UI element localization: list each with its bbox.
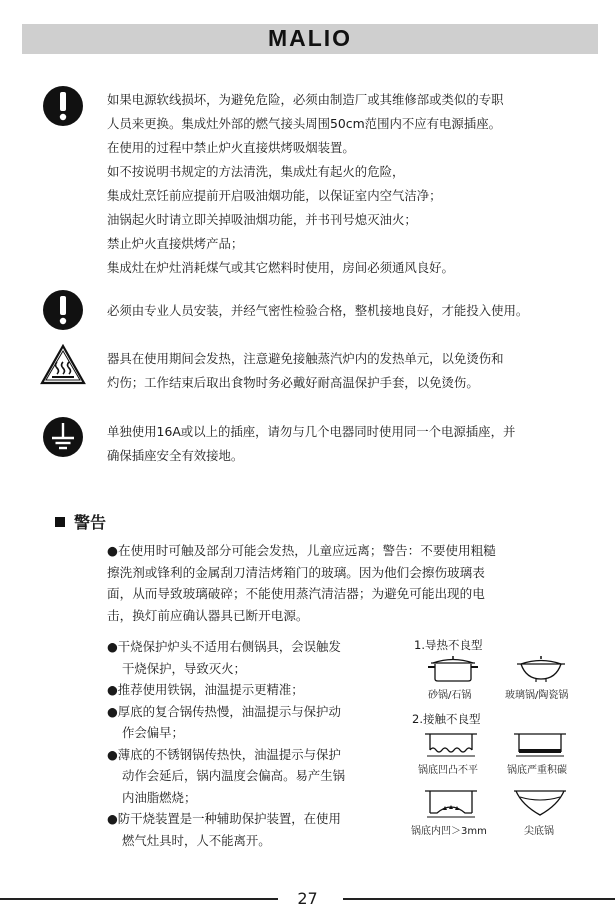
warning-line: 禁止炉火直接烘烤产品； (107, 236, 244, 251)
caption-pointed-bottom: 尖底锅 (524, 826, 554, 837)
pointed-bottom-pot-icon (512, 787, 568, 819)
bullet-line: 作会偏早； (122, 725, 184, 740)
warning-line: 如不按说明书规定的方法清洗，集成灶有起火的危险， (107, 164, 405, 179)
ground-icon (42, 416, 84, 458)
square-bullet-icon (55, 517, 65, 527)
bullet-line: 内油脂燃烧； (122, 789, 197, 805)
warning-line: 人员来更换。集成灶外部的燃气接头周围50cm范围内不应有电源插座。 (107, 116, 501, 131)
concave-bottom-pot-icon (423, 787, 479, 819)
sand-pot-icon (426, 655, 480, 683)
warning-line: 油锅起火时请立即关掉吸油烟功能，并书刊号熄灭油火； (107, 212, 417, 227)
bullet-line: ●厚底的复合锅传热慢，油温提示与保护动 (107, 703, 341, 719)
warning-line: 如果电源软线损坏，为避免危险，必须由制造厂或其维修部或类似的专职 (107, 92, 504, 107)
hot-surface-icon (40, 344, 86, 386)
warning-line: 集成灶烹饪前应提前开启吸油烟功能，以保证室内空气洁净； (107, 188, 442, 203)
warning-block-4 (107, 420, 515, 468)
warning-block-2 (107, 299, 528, 323)
carbon-bottom-pot-icon (512, 730, 568, 758)
bullet-line: 干烧保护，导致灭火； (122, 660, 246, 676)
warning-line: 集成灶在炉灶消耗煤气或其它燃料时使用，房间必须通风良好。 (107, 260, 454, 275)
glass-pot-icon (514, 655, 568, 683)
bullet-line: 燃气灶具时，人不能离开。 (122, 832, 271, 848)
bullet-line: ●干烧保护炉头不适用右侧锅具，会误触发 (107, 639, 341, 654)
caution-heading-text: 警告 (74, 513, 107, 532)
caption-carbon-bottom: 锅底严重积碳 (507, 765, 567, 776)
warning-line: 在使用的过程中禁止炉火直接烘烤吸烟装置。 (107, 140, 355, 155)
header-bar (22, 24, 598, 54)
warning-line: 器具在使用期间会发热，注意避免接触蒸汽炉内的发热单元，以免烫伤和 (107, 351, 504, 366)
caution-heading (55, 510, 106, 533)
warning-block-3 (107, 347, 504, 395)
caption-concave-bottom: 锅底内凹＞3mm (411, 826, 487, 837)
warning-line: 确保插座安全有效接地。 (107, 448, 244, 463)
bullet-line: ●推荐使用铁锅，油温提示更精准； (107, 682, 304, 697)
paragraph-line: 面，从而导致玻璃破碎；不能使用蒸汽清洁器；为避免可能出现的电 (107, 586, 485, 601)
bullet-line: ●薄底的不锈钢锅传热快，油温提示与保护 (107, 746, 341, 762)
paragraph-line: 击，换灯前应确认器具已断开电源。 (107, 607, 309, 623)
caution-bullet-list (107, 636, 397, 851)
page-number: 27 (297, 889, 318, 908)
caption-glass-pot: 玻璃锅/陶瓷锅 (505, 690, 569, 701)
warning-line: 灼伤；工作结束后取出食物时务必戴好耐高温保护手套，以免烫伤。 (107, 375, 479, 390)
uneven-bottom-pot-icon (423, 730, 479, 758)
bullet-line: ●防干烧装置是一种辅助保护装置，在使用 (107, 811, 341, 826)
exclamation-icon (42, 85, 84, 127)
exclamation-icon (42, 289, 84, 331)
diagram-section-2-title: 2.接触不良型 (412, 712, 481, 726)
warning-line: 必须由专业人员安装，并经气密性检验合格，整机接地良好，才能投入使用。 (107, 303, 529, 318)
caution-paragraph (107, 540, 587, 626)
paragraph-line: 擦洗剂或锋利的金属刮刀清洁烤箱门的玻璃。因为他们会擦伤玻璃表 (107, 564, 485, 580)
warning-line: 单独使用16A或以上的插座，请勿与几个电器同时使用同一个电源插座，并 (107, 424, 516, 439)
diagram-section-1-title: 1.导热不良型 (414, 638, 483, 652)
caption-sand-pot: 砂锅/石锅 (428, 690, 472, 701)
bullet-line: 动作会延后，锅内温度会偏高。易产生锅 (122, 768, 346, 783)
paragraph-line: ●在使用时可触及部分可能会发热，儿童应远离；警告：不要使用粗糙 (107, 543, 496, 558)
caption-uneven-bottom: 锅底凹凸不平 (418, 765, 478, 776)
warning-block-1 (107, 88, 504, 280)
brand-logo: MALIO (267, 25, 353, 51)
